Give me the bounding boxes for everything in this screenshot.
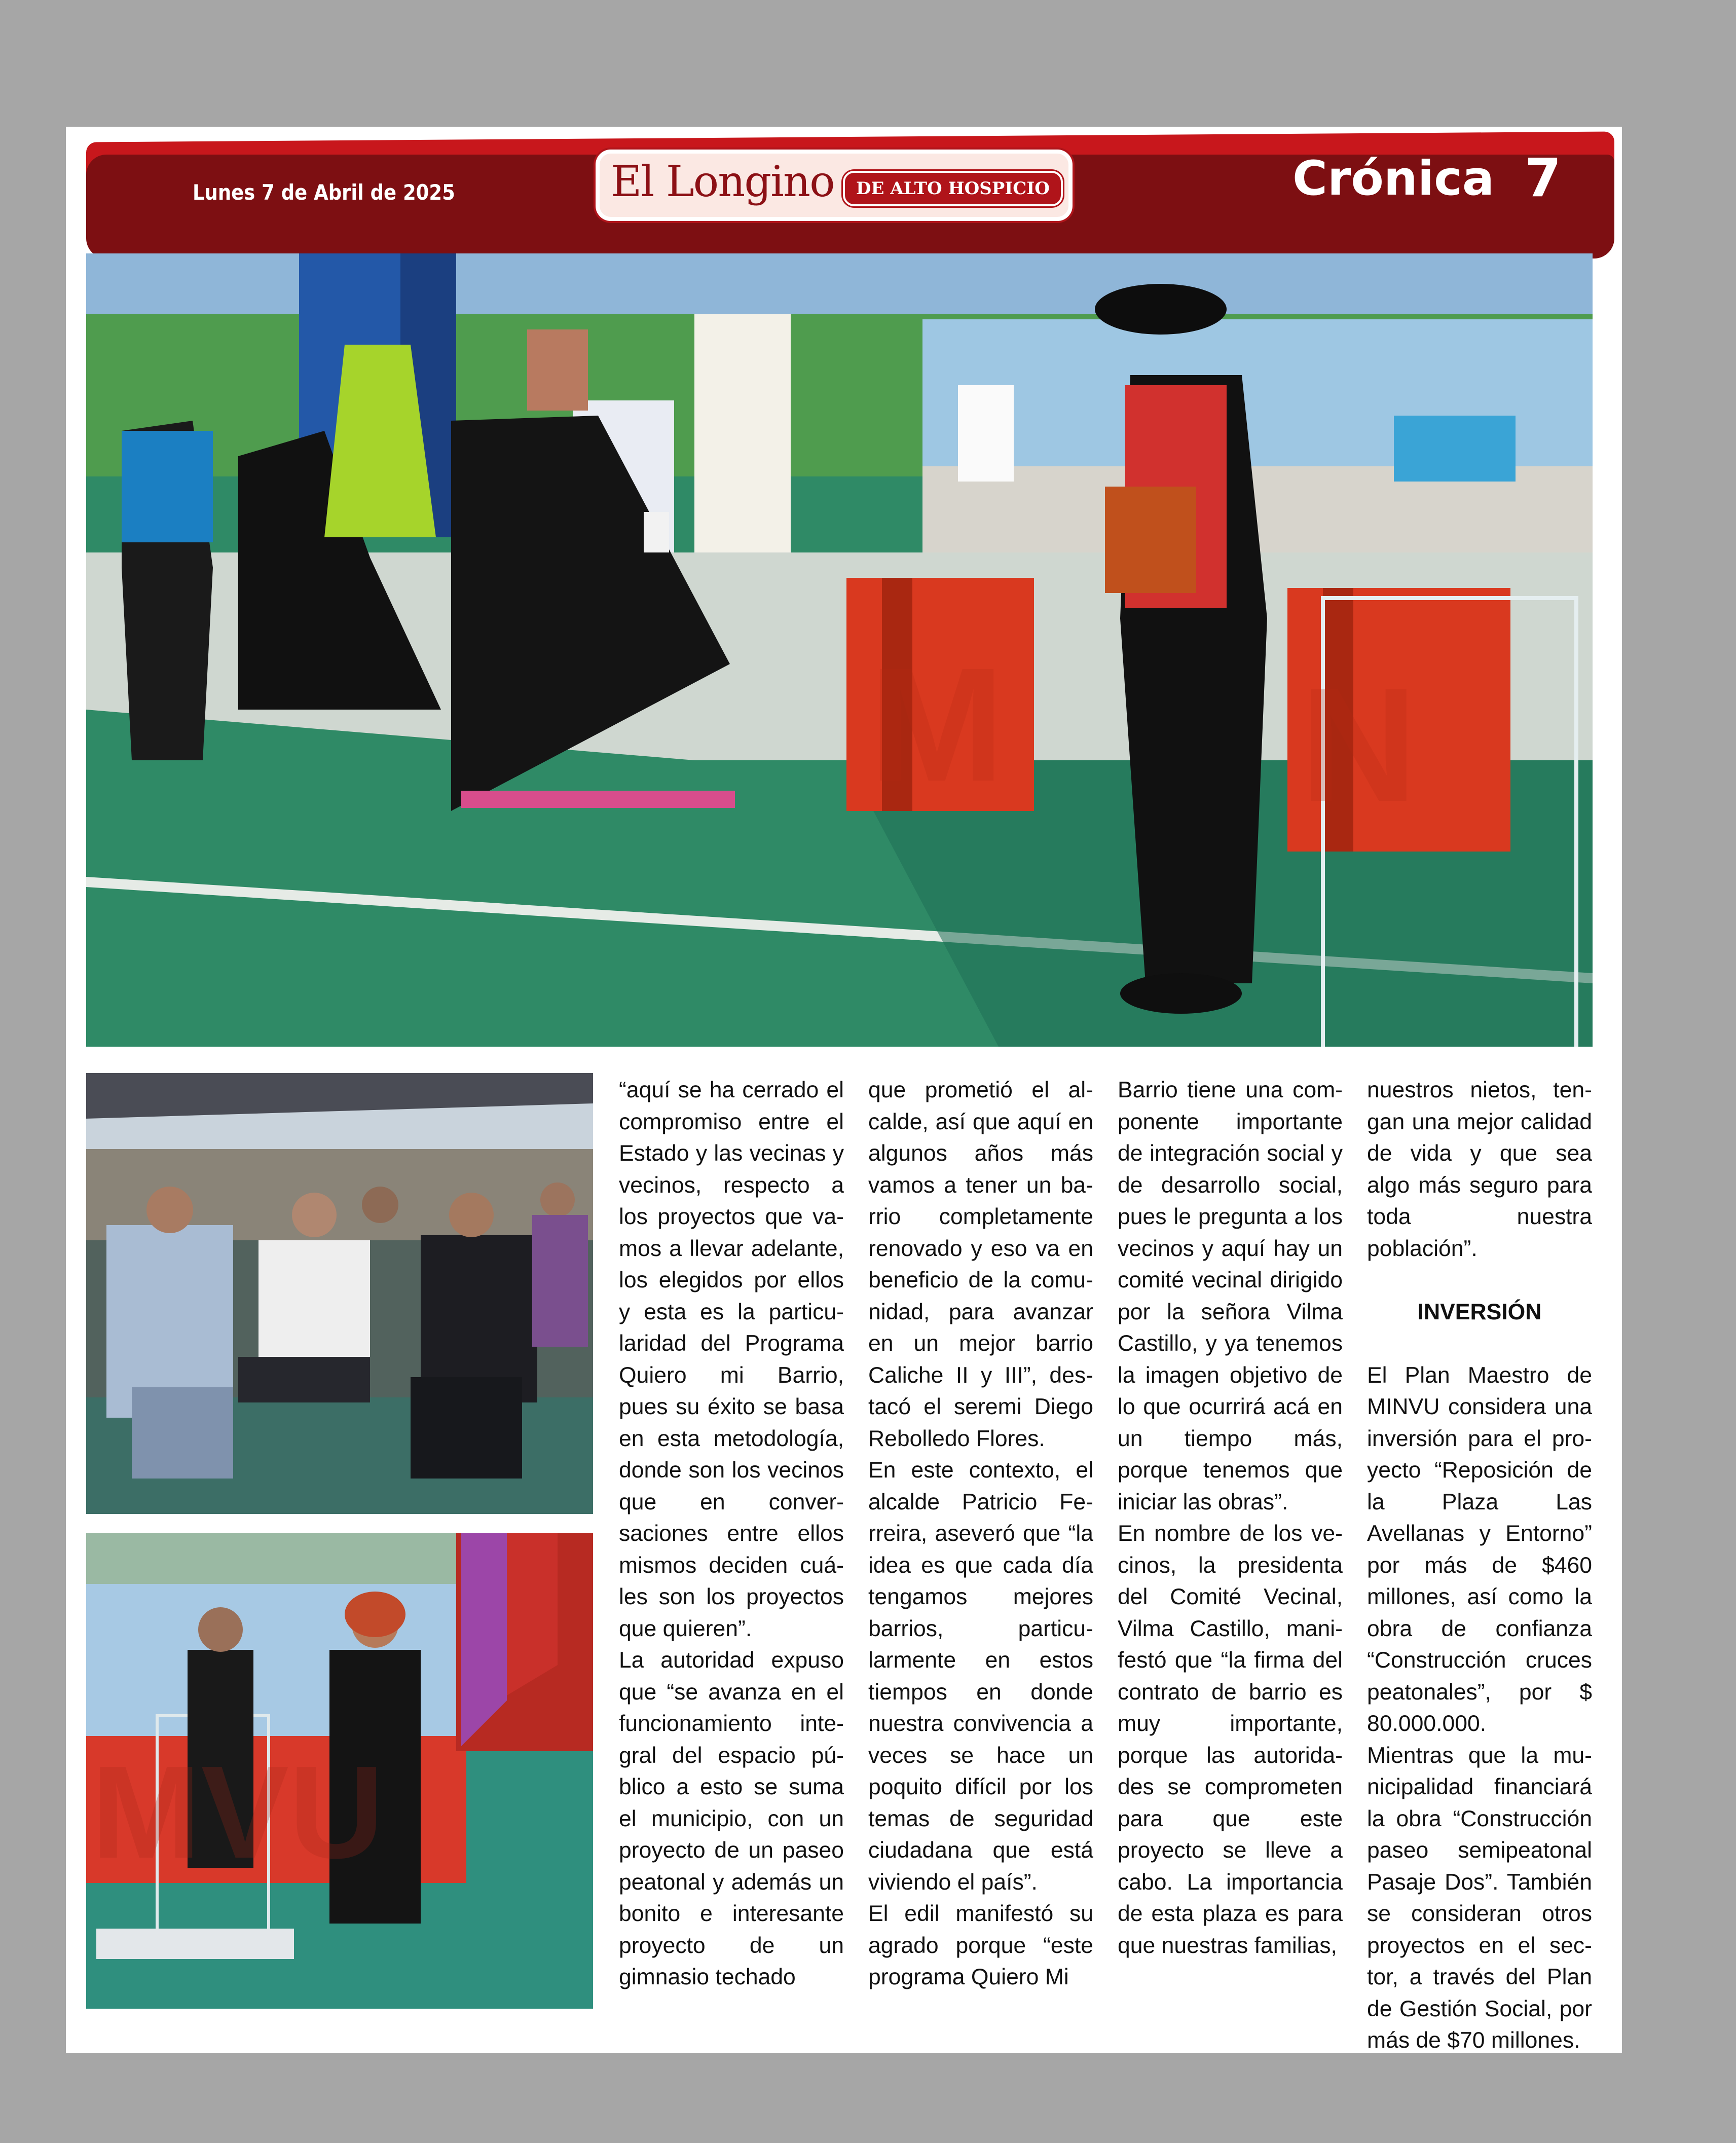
masthead-logo bbox=[596, 150, 1073, 221]
article-paragraph: Mientras que la municipalidad financiará la obra “Construcción paseo semipeatonal Pasaje Dos”. También se consideran otros proyectos en el sector, a través del Plan de Gestión Social, por más de $70 millones. bbox=[1367, 1743, 1592, 2053]
article-column-3 bbox=[1118, 1075, 1343, 1962]
page-number: 7 bbox=[1525, 147, 1562, 209]
main-photo-dancers bbox=[86, 253, 1593, 1047]
newspaper-name: El Longino bbox=[611, 157, 834, 206]
article-column-1 bbox=[619, 1075, 844, 1993]
article-paragraph: En nombre de los vecinos, la presidenta del Comité Vecinal, Vilma Castillo, manifestó que “la firma del contrato de barrio es muy importante, porque las autoridades se comprometen para que este proyecto se lleve a cabo. La importancia de esta plaza es para que nuestras familias, bbox=[1118, 1521, 1343, 1958]
article-paragraph: La autoridad expuso que “se avanza en el funcionamiento integral del espacio público a esto se suma el municipio, con un proyecto de un paseo peatonal y además un bonito e interesante proyecto de un gimnasio techado bbox=[619, 1648, 844, 1989]
article-column-4 bbox=[1367, 1075, 1592, 2057]
speakers-photo bbox=[86, 1533, 593, 2009]
article-paragraph: Barrio tiene una componente importante de integración social y de desarrollo social, pues le pregunta a los vecinos y aquí hay un comité vecinal dirigido por la señora Vilma Castillo, y ya tenemos la imagen objetivo de lo que ocurrirá acá en un tiempo más, porque tenemos que iniciar las obras”. bbox=[1118, 1078, 1343, 1514]
main-photo-letter-m: M bbox=[869, 634, 1005, 815]
article-paragraph: El edil manifestó su agrado porque “este programa Quiero Mi bbox=[868, 1901, 1093, 1989]
article-column-2 bbox=[868, 1075, 1093, 1993]
spacer bbox=[1367, 1265, 1592, 1297]
section-title: Crónica bbox=[1292, 151, 1495, 206]
article-paragraph: que prometió el alcalde, así que aquí en algunos años más vamos a tener un barrio completamente renovado y eso va en beneficio de la comunidad, para avanzar en un mejor barrio Caliche II y III”, destacó el seremi Diego Rebolledo Flores. bbox=[868, 1078, 1093, 1451]
main-photo-letter-n: N bbox=[1300, 654, 1418, 835]
article-paragraph: “aquí se ha cerrado el compromiso entre el Estado y las vecinas y vecinos, respecto a los proyectos que vamos a llevar adelante, los elegidos por ellos y esta es la particularidad del Programa Quiero mi Barrio, pues su éxito se basa en esta metodología, donde son los vecinos que en conversaciones entre ellos mismos deciden cuáles son los proyectos que quieren”. bbox=[619, 1078, 844, 1641]
audience-photo bbox=[86, 1073, 593, 1514]
article-paragraph: El Plan Maestro de MINVU considera una inversión para el proyecto “Reposición de la Plaza Las Avellanas y Entorno” por más de $460 millones, así como la obra de confianza “Construcción cruces peatonales”, por $ 80.000.000. bbox=[1367, 1362, 1592, 1736]
newspaper-tagline: DE ALTO HOSPICIO bbox=[843, 171, 1063, 206]
spacer bbox=[1367, 1328, 1592, 1360]
article-paragraph: nuestros nietos, tengan una mejor calidad de vida y que sea algo más seguro para toda nuestra población”. bbox=[1367, 1078, 1592, 1261]
article-paragraph: En este contexto, el alcalde Patricio Ferreira, aseveró que “la idea es que cada día tengamos mejores barrios, particularmente en estos tiempos en donde nuestra convivencia a veces se hace un poquito difícil por los temas de seguridad ciudadana que está viviendo el país”. bbox=[868, 1458, 1093, 1895]
article-subheading: INVERSIÓN bbox=[1417, 1299, 1542, 1324]
issue-date: Lunes 7 de Abril de 2025 bbox=[193, 180, 455, 205]
speakers-photo-signage: MVU bbox=[91, 1739, 384, 1886]
newspaper-page bbox=[66, 127, 1622, 2053]
